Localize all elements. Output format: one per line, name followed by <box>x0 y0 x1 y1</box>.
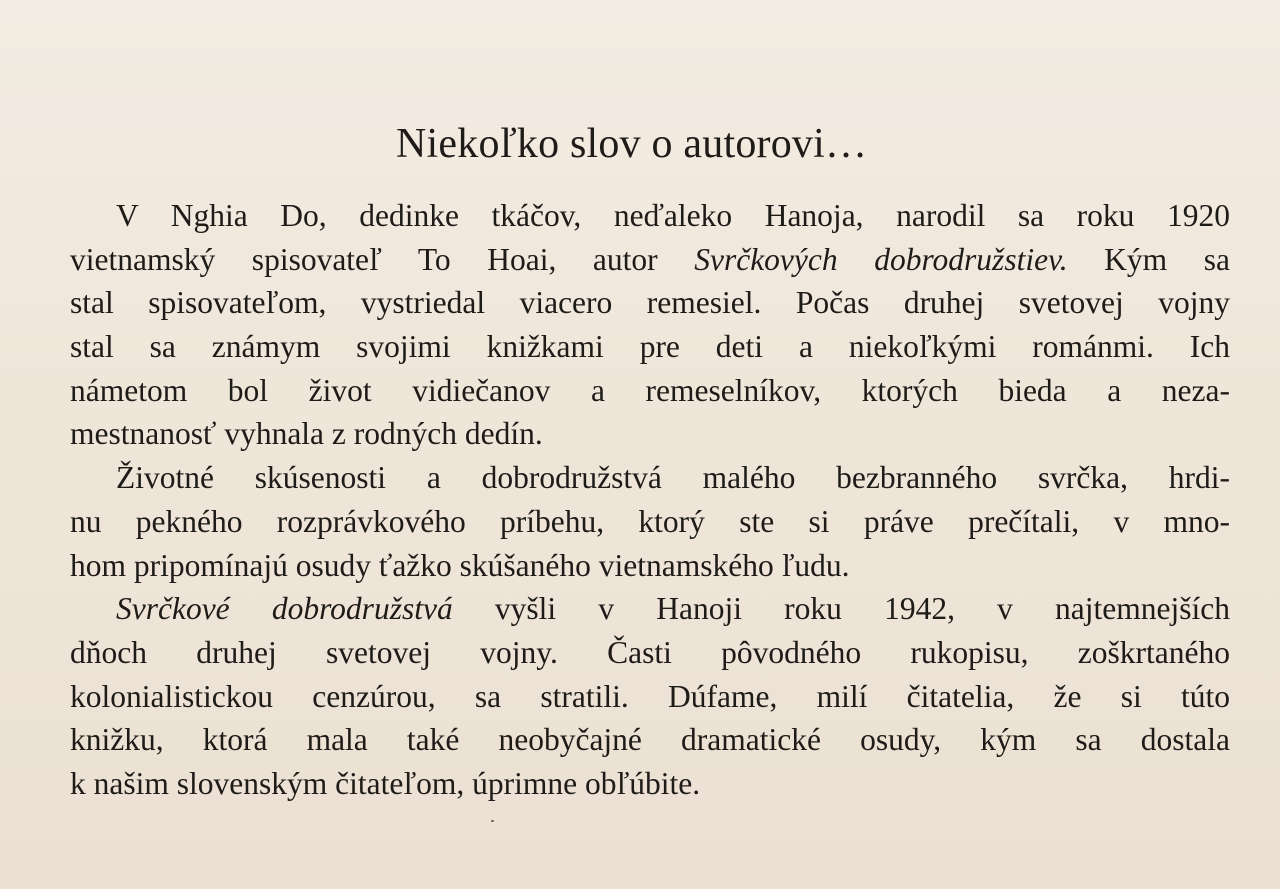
book-title-italic: Svrčkových dobrodružstiev. <box>694 241 1068 277</box>
text-line: stal sa známym svojimi knižkami pre deti a niekoľkými románmi. Ich <box>70 329 1230 365</box>
paper-speck <box>491 820 494 822</box>
text-line: kolonialistickou cenzúrou, sa stratili. Dúfame, milí čitatelia, že si túto <box>70 678 1230 714</box>
text-line: stal spisovateľom, vystriedal viacero remesiel. Počas druhej svetovej vojny <box>70 285 1230 321</box>
text-line: knižku, ktorá mala také neobyčajné dramatické osudy, kým sa dostala <box>70 722 1230 758</box>
text-line: hom pripomínajú osudy ťažko skúšaného vietnamského ľudu. <box>70 547 850 583</box>
page-heading: Niekoľko slov o autorovi… <box>396 121 868 167</box>
text-line: V Nghia Do, dedinke tkáčov, neďaleko Hanoja, narodil sa roku 1920 <box>116 198 1230 233</box>
text-line: Životné skúsenosti a dobrodružstvá malého bezbranného svrčka, hrdi- <box>116 460 1230 496</box>
text-line: vietnamský spisovateľ To Hoai, autor Svrčkových dobrodružstiev. Kým sa <box>70 241 1231 277</box>
text-line: k našim slovenským čitateľom, úprimne obľúbite. <box>70 765 701 801</box>
text-line: Svrčkové dobrodružstvá vyšli v Hanoji roku 1942, v najtemnejších <box>116 591 1230 627</box>
text-line: dňoch druhej svetovej vojny. Časti pôvodného rukopisu, zoškrtaného <box>70 634 1230 670</box>
text-line: nu pekného rozprávkového príbehu, ktorý ste si práve prečítali, v mno- <box>70 503 1230 539</box>
text-line: mestnanosť vyhnala z rodných dedín. <box>70 416 543 452</box>
book-title-italic: Svrčkové dobrodružstvá <box>116 591 453 627</box>
text-line: námetom bol život vidiečanov a remeselníkov, ktorých bieda a neza- <box>70 372 1230 408</box>
body-text <box>70 194 1230 806</box>
